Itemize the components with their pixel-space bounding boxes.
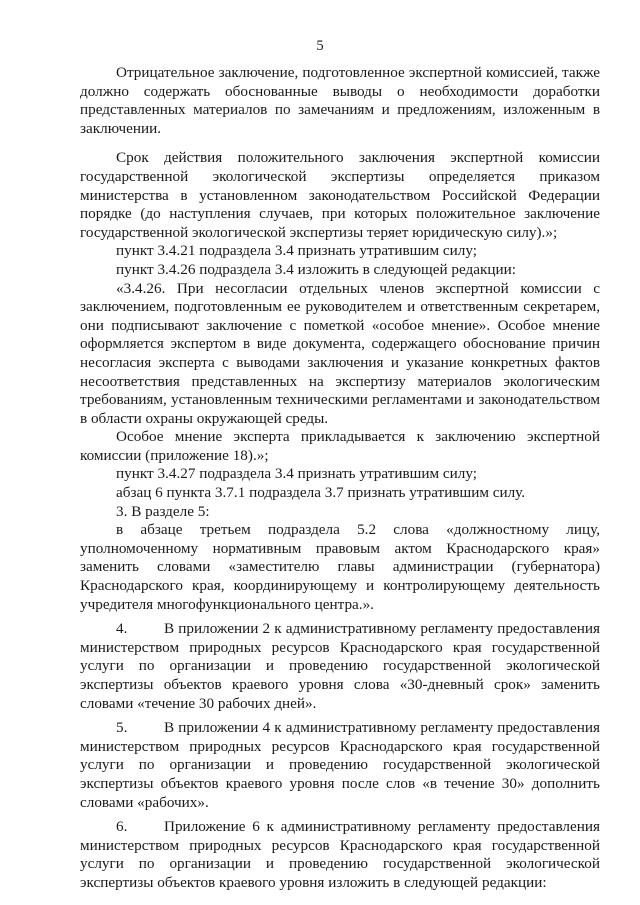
- item-number: 4.: [116, 620, 128, 638]
- item-text: В приложении 2 к административному регламенту предоставления министерством природных ресурсов Краснодарского края государственной услуги по организации и проведению государственной экологической экспертизы объектов краевого уровня слова «30-дневный срок» заменить словами «течение 30 рабочих дней».: [80, 620, 600, 712]
- paragraph-section-5-heading: 3. В разделе 5:: [116, 502, 210, 520]
- paragraph-special-opinion: Особое мнение эксперта прикладывается к заключению экспертной комиссии (приложение 18).»;: [80, 428, 600, 464]
- item-text: В приложении 4 к административному регламенту предоставления министерством природных ресурсов Краснодарского края государственной услуги по организации и проведению государственной экологической экспертизы объектов краевого уровня после слов «в течение 30» дополнить словами «рабочих».: [80, 719, 600, 811]
- page-number: 5: [316, 38, 324, 54]
- item-text: Приложение 6 к административному регламенту предоставления министерством природных ресурсов Краснодарского края государственной услуги по организации и проведению государственной экологической экспертизы объектов краевого уровня изложить в следующей редакции:: [80, 818, 600, 891]
- paragraph-item-6: [80, 818, 600, 892]
- paragraph-clause-3-4-21: пункт 3.4.21 подраздела 3.4 признать утратившим силу;: [116, 242, 477, 260]
- paragraph-validity-period: Срок действия положительного заключения экспертной комиссии государственной экологической экспертизы определяется приказом министерства в установленном законодательством Российской Федерации порядке (до наступления случаев, при которых положительное заключение государственной экологической экспертизы теряет юридическую силу).»;: [80, 149, 600, 241]
- item-number: 6.: [116, 818, 128, 836]
- item-number: 5.: [116, 719, 128, 737]
- paragraph-clause-3-7-1: абзац 6 пункта 3.7.1 подраздела 3.7 признать утратившим силу.: [116, 484, 526, 502]
- paragraph-subsection-5-2: в абзаце третьем подраздела 5.2 слова «должностному лицу, уполномоченному нормативным правовым актом Краснодарского края» заменить словами «заместителю главы администрации (губернатора) Краснодарского края, координирующему и контролирующему деятельность учредителя многофункционального центра.».: [80, 521, 600, 613]
- paragraph-item-5: [80, 719, 600, 812]
- paragraph-clause-3-4-26-intro: пункт 3.4.26 подраздела 3.4 изложить в следующей редакции:: [116, 260, 517, 278]
- paragraph-item-4: [80, 620, 600, 713]
- paragraph-clause-3-4-27: пункт 3.4.27 подраздела 3.4 признать утратившим силу;: [116, 465, 477, 483]
- document-body: [80, 64, 600, 893]
- paragraph-clause-3-4-26-text: «3.4.26. При несогласии отдельных членов экспертной комиссии с заключением, подготовленным ее руководителем и ответственным секретарем, они подписывают заключение с пометкой «особое мнение». Особое мнение оформляется экспертом в виде документа, содержащего обоснование причин несогласия эксперта с выводами заключения и указание конкретных фактов несоответствия представленных на экспертизу материалов экологическим требованиям, установленным техническими регламентами и законодательством в области охраны окружающей среды.: [80, 279, 600, 427]
- paragraph-negative-conclusion: Отрицательное заключение, подготовленное экспертной комиссией, также должно содержать обоснованные выводы о необходимости доработки представленных материалов по замечаниям и предложениям, изложенным в заключении.: [80, 64, 600, 137]
